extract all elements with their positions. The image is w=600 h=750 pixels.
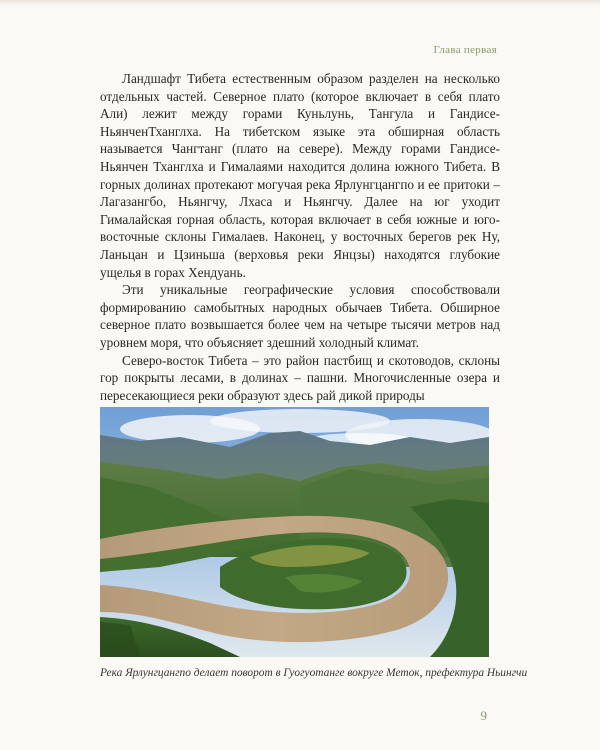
paragraph-3: Северо-восток Тибета – это район пастбищ и скотоводов, склоны гор покрыты лесами, в долинах – пашни. Многочисленные озера и пересекающиеся реки образуют здесь рай дикой природы — [100, 352, 500, 403]
running-head: Глава первая — [433, 44, 497, 56]
body-text — [100, 70, 500, 404]
photo-caption: Река Ярлунгцангпо делает поворот в Гуогуотанге вокруге Меток, префектура Ньингчи — [100, 667, 528, 679]
paragraph-2: Эти уникальные географические условия способствовали формированию самобытных народных обычаев Тибета. Обширное северное плато возвышается более чем на четыре тысячи метров над уровнем моря, что объясняет здешний холодный климат. — [100, 282, 500, 350]
page-edge — [0, 0, 600, 6]
page-number: 9 — [480, 708, 487, 723]
river-bend-photo — [100, 407, 489, 657]
paragraph-1: Ландшафт Тибета естественным образом разделен на несколько отдельных частей. Северное плато (которое включает в себя плато Али) лежит между горами Куньлунь, Тангула и Гандисе-НьянченТханглха. На тибетском языке эта обширная область называется Чангтанг (плато на севере). Между горами Гандисе-Ньянчен Тханглха и Гималаями находится долина южного Тибета. В горных долинах протекают могучая река Ярлунгцангпо и ее притоки – Лагазангбо, Ньянгчу, Лхаса и Ньянгчу. Далее на юг уходит Гималайская горная область, которая включает в себя южные и юго-восточные склоны Гималаев. Наконец, у восточных берегов рек Ну, Ланьцан и Цзиньша (верховья реки Янцзы) находятся глубокие ущелья в горах Хендуань. — [100, 71, 500, 280]
